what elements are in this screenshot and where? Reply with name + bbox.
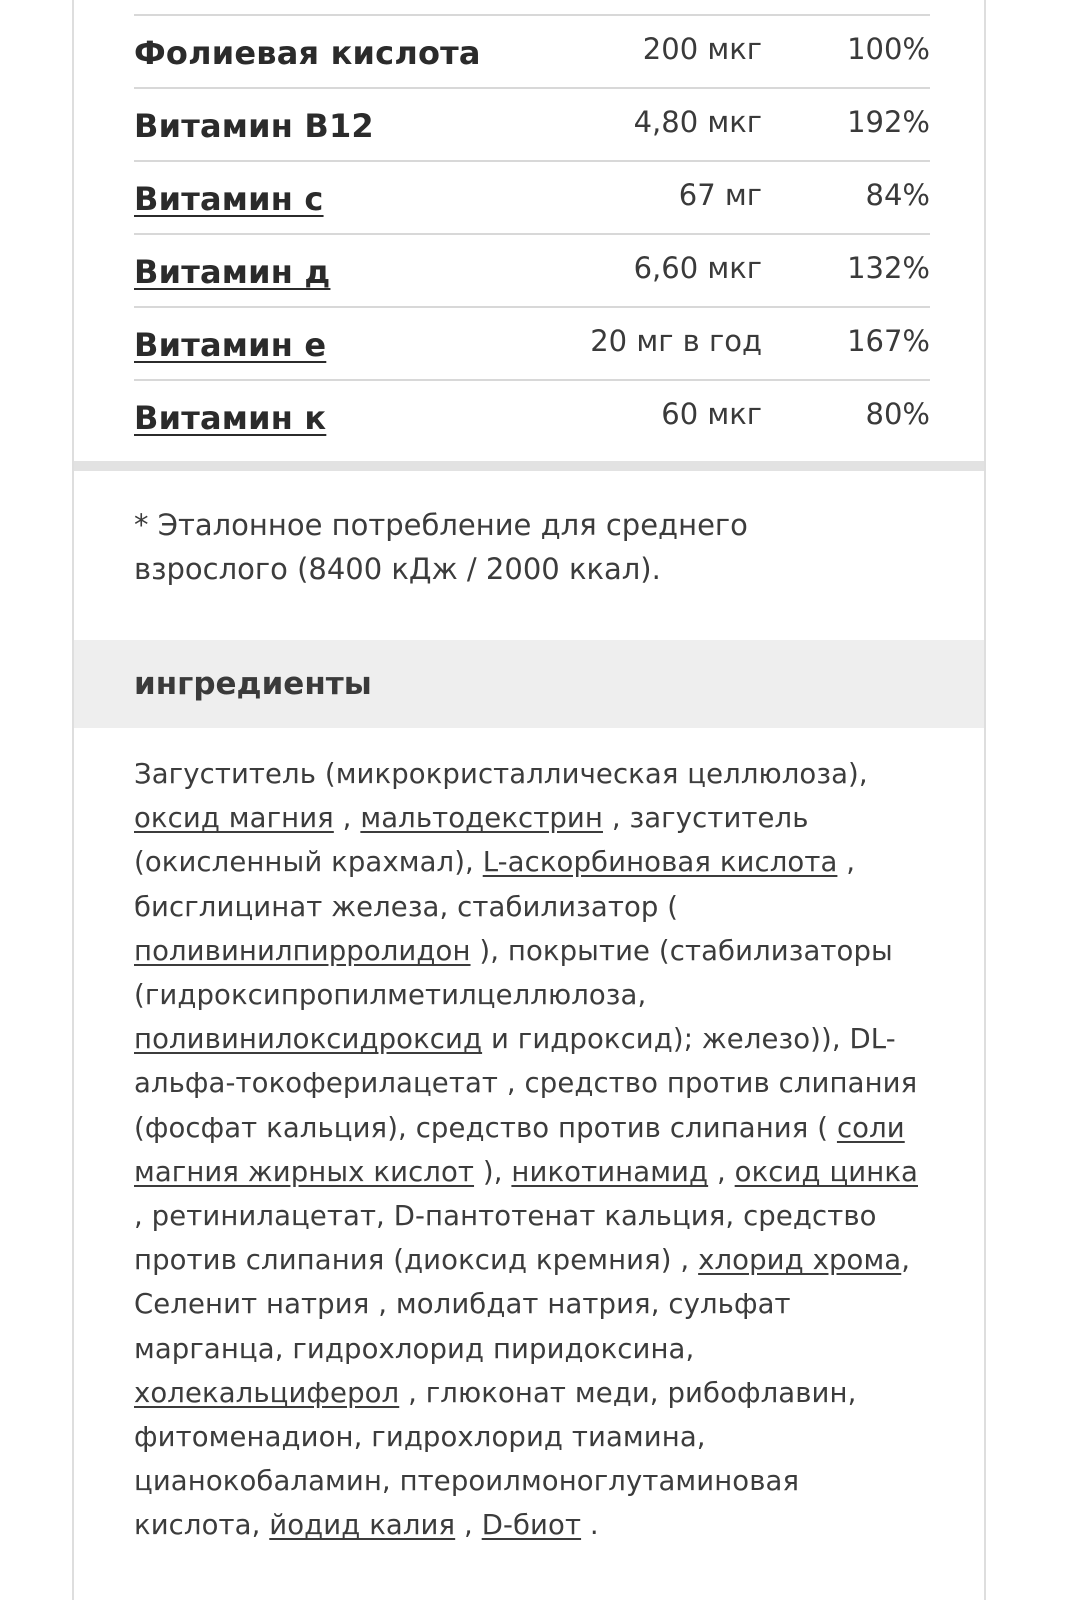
nutrient-name-link[interactable]: Витамин д — [134, 253, 331, 291]
ingredient-text: Загуститель (микрокристаллическая целлюлоза), — [134, 758, 868, 790]
ingredient-text: , — [333, 802, 361, 835]
ingredient-text: , ретинилацетат, D-пантотенат кальция, средство против слипания (диоксид кремния) , — [134, 1200, 877, 1277]
nutrient-amount: 20 мг в год — [590, 324, 762, 358]
nutrient-amount: 67 мг — [678, 178, 762, 212]
nutrient-percent: 132% — [847, 251, 930, 285]
ingredient-link[interactable]: хлорид хрома — [698, 1244, 902, 1277]
ingredients-text — [134, 752, 934, 1548]
ingredients-title: ингредиенты — [134, 666, 372, 702]
nutrient-percent: 192% — [847, 105, 930, 139]
nutrient-percent: 100% — [847, 32, 930, 66]
ingredient-link[interactable]: никотинамид — [511, 1155, 709, 1188]
reference-intake-footnote: * Эталонное потребление для среднего взрослого (8400 кДж / 2000 ккал). — [134, 508, 748, 586]
nutrient-name-link[interactable]: Витамин к — [134, 399, 327, 437]
ingredient-link[interactable]: йодид калия — [269, 1509, 456, 1542]
ingredient-text: , — [455, 1509, 482, 1542]
ingredient-text: , — [708, 1155, 735, 1188]
ingredient-text: , бисглицинат железа, стабилизатор ( — [134, 846, 856, 923]
nutrient-percent: 80% — [865, 397, 930, 431]
nutrient-amount: 200 мкг — [642, 32, 762, 66]
ingredient-link[interactable]: поливинилоксидроксид — [134, 1023, 483, 1056]
nutrient-name-link[interactable]: Витамин е — [134, 326, 327, 364]
ingredient-link[interactable]: мальтодекстрин — [360, 802, 603, 835]
nutrient-percent: 167% — [847, 324, 930, 358]
ingredients-header — [74, 640, 984, 728]
ingredient-text: . — [581, 1509, 599, 1542]
ingredient-text: , Селенит натрия , молибдат натрия, сульфат марганца, гидрохлорид пиридоксина, — [134, 1244, 911, 1365]
nutrient-amount: 6,60 мкг — [633, 251, 762, 285]
nutrient-row — [134, 14, 930, 87]
ingredient-link[interactable]: холекальциферол — [134, 1376, 400, 1409]
nutrient-name: Витамин В12 — [134, 107, 374, 145]
nutrient-row — [134, 306, 930, 379]
nutrition-card — [72, 0, 986, 1600]
nutrient-percent: 84% — [865, 178, 930, 212]
nutrient-row — [134, 160, 930, 233]
ingredient-text: , глюконат меди, рибофлавин, фитоменадион, гидрохлорид тиамина, цианокобаламин, птероилмоноглутаминовая кислота, — [134, 1376, 857, 1542]
nutrient-row — [134, 233, 930, 306]
ingredient-link[interactable]: поливинилпирролидон — [134, 934, 471, 967]
ingredient-text: ), — [474, 1155, 512, 1188]
ingredient-link[interactable]: соли магния жирных кислот — [134, 1111, 905, 1188]
ingredient-text: и гидроксид); железо)), DL-альфа-токоферилацетат , средство против слипания (фосфат кальция), средство против слипания ( — [134, 1023, 918, 1144]
section-divider — [74, 461, 984, 471]
ingredient-text: ), покрытие (стабилизаторы (гидроксипропилметилцеллюлоза, — [134, 934, 893, 1012]
nutrient-row — [134, 87, 930, 160]
nutrient-name-link[interactable]: Витамин с — [134, 180, 324, 218]
ingredient-text: , загуститель (окисленный крахмал), — [134, 802, 809, 879]
ingredient-link[interactable]: оксид магния — [134, 802, 334, 835]
nutrient-row — [134, 379, 930, 452]
nutrient-name: Фолиевая кислота — [134, 34, 481, 72]
ingredient-link[interactable]: D-биот — [481, 1509, 582, 1542]
nutrient-amount: 4,80 мкг — [633, 105, 762, 139]
nutrient-table — [134, 14, 930, 452]
ingredient-link[interactable]: L-аскорбиновая кислота — [482, 846, 838, 879]
ingredient-link[interactable]: оксид цинка — [734, 1155, 918, 1188]
nutrient-amount: 60 мкг — [661, 397, 762, 431]
